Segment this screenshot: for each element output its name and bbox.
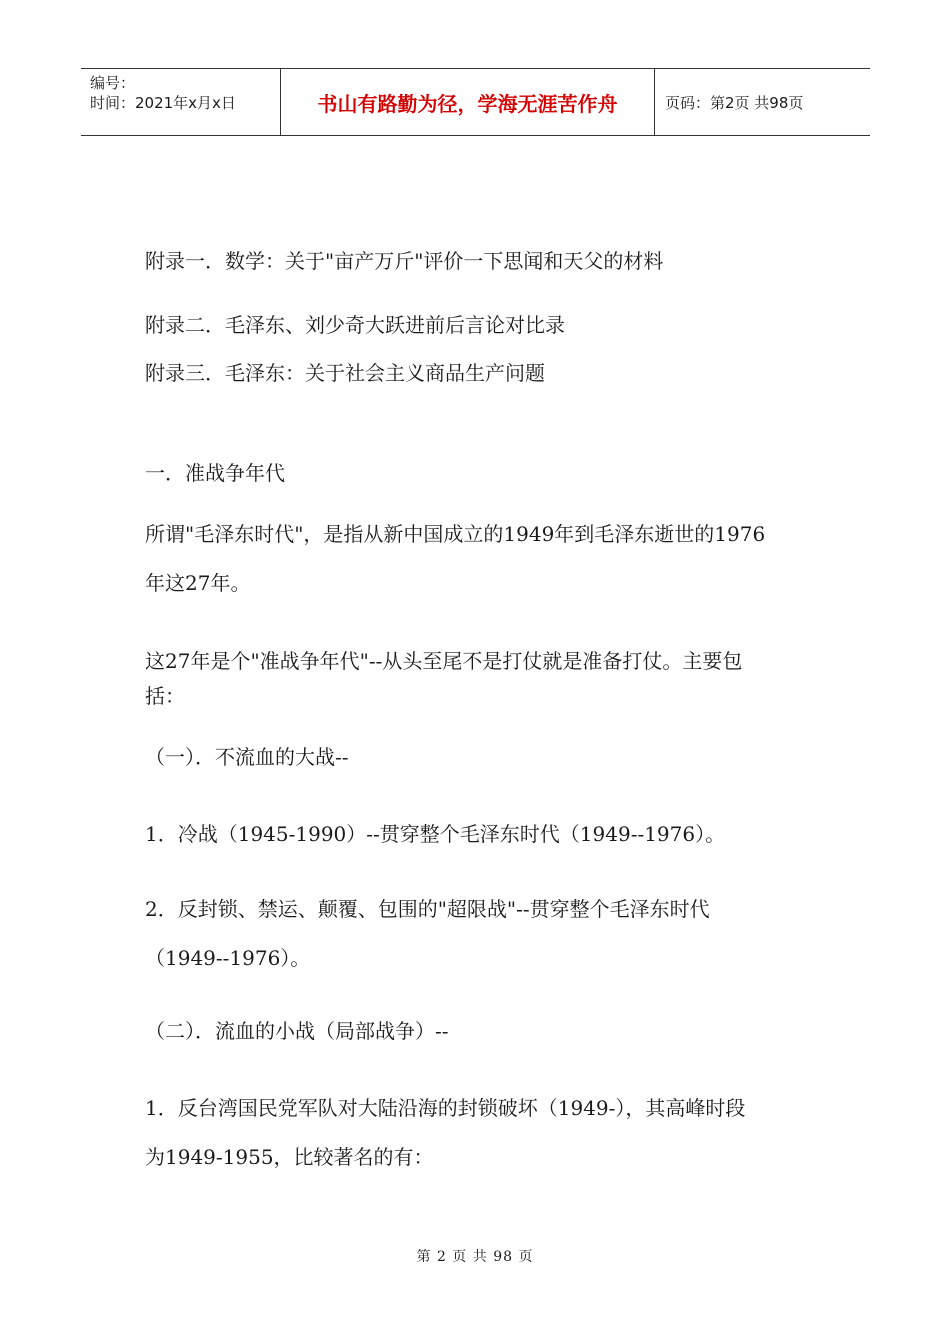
header-motto: 书山有路勤为径，学海无涯苦作舟 xyxy=(281,69,655,135)
appendix-1: 附录一．数学：关于"亩产万斤"评价一下思闻和天父的材料 xyxy=(145,249,664,273)
page-footer: 第 2 页 共 98 页 xyxy=(416,1249,534,1265)
item-2-1-line-1: 1．反台湾国民党军队对大陆沿海的封锁破坏（1949-），其高峰时段 xyxy=(145,1096,746,1120)
appendix-3: 附录三．毛泽东：关于社会主义商品生产问题 xyxy=(145,361,545,385)
item-1-1: 1．冷战（1945-1990）--贯穿整个毛泽东时代（1949--1976）。 xyxy=(145,822,726,846)
item-1-2-line-2: （1949--1976）。 xyxy=(145,946,311,970)
header-number-label: 编号： xyxy=(90,74,136,92)
page-header xyxy=(81,68,870,136)
section-1-title: 一．准战争年代 xyxy=(145,461,285,485)
para-2-line-2: 括： xyxy=(145,684,185,708)
header-meta xyxy=(81,69,281,135)
sub-1-title: （一）．不流血的大战-- xyxy=(145,745,349,769)
appendix-2: 附录二．毛泽东、刘少奇大跃进前后言论对比录 xyxy=(145,313,565,337)
header-date-label: 时间：2021年x月x日 xyxy=(90,94,236,112)
sub-2-title: （二）．流血的小战（局部战争）-- xyxy=(145,1019,449,1043)
item-2-1-line-2: 为1949-1955，比较著名的有： xyxy=(145,1145,434,1169)
item-1-2-line-1: 2．反封锁、禁运、颠覆、包围的"超限战"--贯穿整个毛泽东时代 xyxy=(145,897,710,921)
header-page-info: 页码：第2页 共98页 xyxy=(665,93,804,112)
para-1-line-1: 所谓"毛泽东时代"，是指从新中国成立的1949年到毛泽东逝世的1976 xyxy=(145,522,766,546)
para-1-line-2: 年这27年。 xyxy=(145,571,251,595)
para-2-line-1: 这27年是个"准战争年代"--从头至尾不是打仗就是准备打仗。主要包 xyxy=(145,649,743,673)
